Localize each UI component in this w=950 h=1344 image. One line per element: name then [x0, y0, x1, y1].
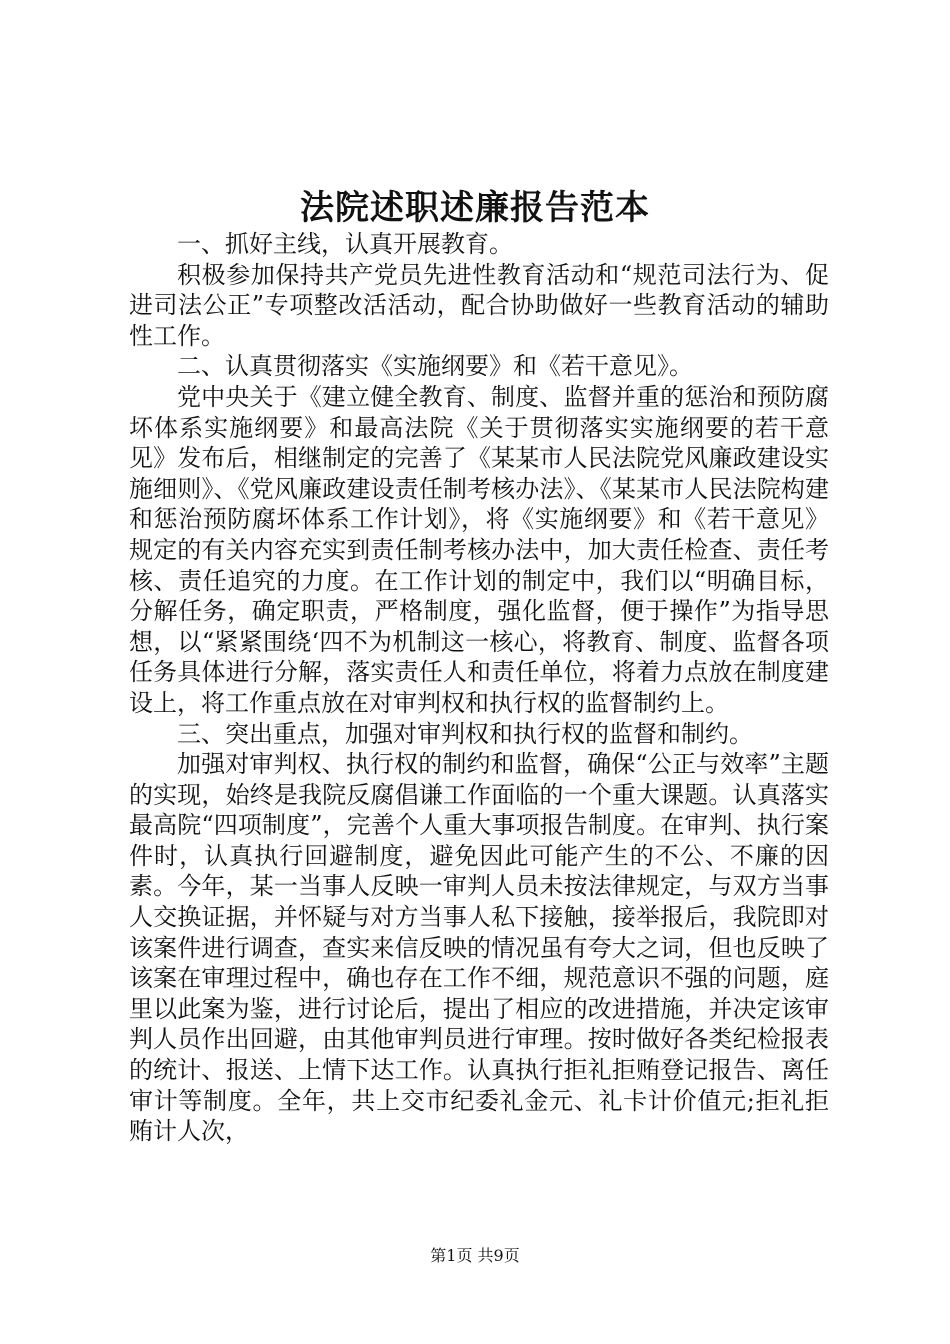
- section-heading-2: 二、认真贯彻落实《实施纲要》和《若干意见》。: [177, 352, 693, 381]
- section-heading-1: 一、抓好主线，认真开展教育。: [177, 230, 513, 258]
- page-number: 第1页 共9页: [430, 1246, 520, 1265]
- paragraph-2: 党中央关于《建立健全教育、制度、监督并重的惩治和预防腐坏体系实施纲要》和最高法院《关于贯彻落实实施纲要的若干意见》发布后，相继制定的完善了《某某市人民法院党风廉政建设实施细则》、《党风廉政建设责任制考核办法》、《某某市人民法院构建和惩治预防腐坏体系工作计划》，将《实施纲要》和《若干意见》规定的有关内容充实到责任制考核办法中，加大责任检查、责任考核、责任追究的力度。在工作计划的制定中，我们以“明确目标，分解任务，确定职责，严格制度，强化监督，便于操作”为指导思想，以“紧紧围绕‘四不为机制这一核心，将教育、制度、监督各项任务具体进行分解，落实责任人和责任单位，将着力点放在制度建设上，将工作重点放在对审判权和执行权的监督制约上。: [129, 382, 829, 717]
- paragraph-3: 加强对审判权、执行权的制约和监督，确保“公正与效率”主题的实现，始终是我院反腐倡谦工作面临的一个重大课题。认真落实最高院“四项制度”，完善个人重大事项报告制度。在审判、执行案件时，认真执行回避制度，避免因此可能产生的不公、不廉的因素。今年，某一当事人反映一审判人员未按法律规定，与双方当事人交换证据，并怀疑与对方当事人私下接触，接举报后，我院即对该案件进行调查，查实来信反映的情况虽有夸大之词，但也反映了该案在审理过程中，确也存在工作不细，规范意识不强的问题，庭里以此案为鉴，进行讨论后，提出了相应的改进措施，并决定该审判人员作出回避，由其他审判员进行审理。按时做好各类纪检报表的统计、报送、上情下达工作。认真执行拒礼拒贿登记报告、离任审计等制度。全年，共上交市纪委礼金元、礼卡计价值元;拒礼拒贿计人次，: [129, 750, 829, 1146]
- document-title: 法院述职述廉报告范本: [300, 188, 650, 228]
- paragraph-1: 积极参加保持共产党员先进性教育活动和“规范司法行为、促进司法公正”专项整改活活动，配合协助做好一些教育活动的辅助性工作。: [129, 260, 829, 350]
- section-heading-3: 三、突出重点，加强对审判权和执行权的监督和制约。: [177, 719, 753, 748]
- document-body: [129, 229, 829, 1147]
